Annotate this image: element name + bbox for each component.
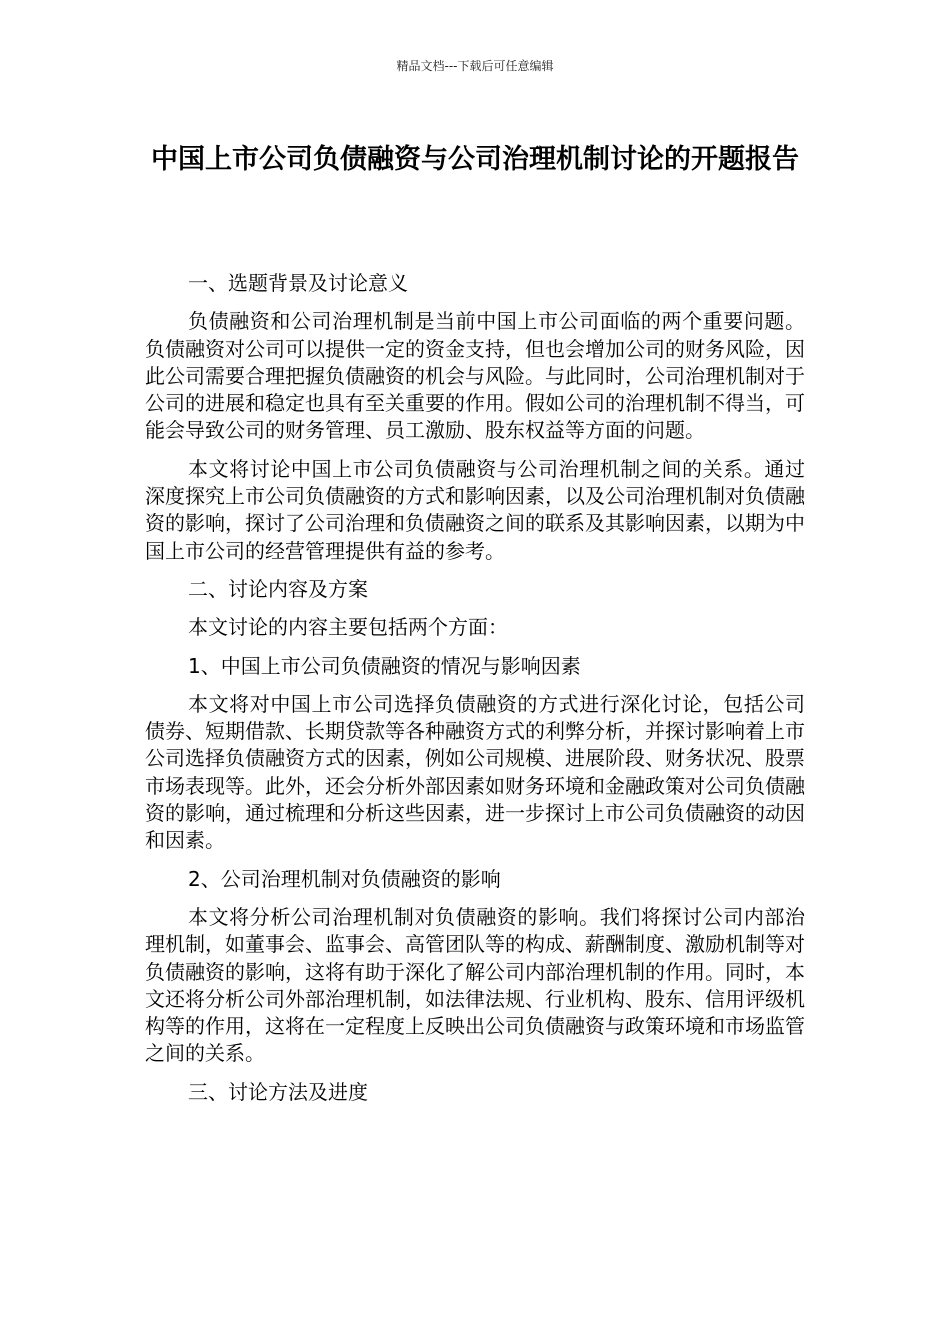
section-heading-content: 二、讨论内容及方案	[188, 576, 368, 601]
paragraph-debt-financing: 本文将对中国上市公司选择负债融资的方式进行深化讨论，包括公司债券、短期借款、长期贷款等各种融资方式的利弊分析，并探讨影响着上市公司选择负债融资方式的因素，例如公司规模、进展阶段、财务状况、股票市场表现等。此外，还会分析外部因素如财务环境和金融政策对公司负债融资的影响，通过梳理和分析这些因素，进一步探讨上市公司负债融资的动因和因素。	[145, 691, 805, 853]
document-body	[145, 270, 805, 1117]
paragraph-governance: 本文将分析公司治理机制对负债融资的影响。我们将探讨公司内部治理机制，如董事会、监事会、高管团队等的构成、薪酬制度、激励机制等对负债融资的影响，这将有助于深化了解公司内部治理机制的作用。同时，本文还将分析公司外部治理机制，如法律法规、行业机构、股东、信用评级机构等的作用，这将在一定程度上反映出公司负债融资与政策环境和市场监管之间的关系。	[145, 904, 805, 1066]
subheading-governance: 2、公司治理机制对负债融资的影响	[188, 866, 501, 891]
document-title: 中国上市公司负债融资与公司治理机制讨论的开题报告	[151, 144, 799, 175]
paragraph-content-intro: 本文讨论的内容主要包括两个方面：	[188, 615, 508, 640]
paragraph-background: 负债融资和公司治理机制是当前中国上市公司面临的两个重要问题。负债融资对公司可以提供一定的资金支持，但也会增加公司的财务风险，因此公司需要合理把握负债融资的机会与风险。与此同时，公司治理机制对于公司的进展和稳定也具有至关重要的作用。假如公司的治理机制不得当，可能会导致公司的财务管理、员工激励、股东权益等方面的问题。	[145, 309, 805, 443]
header-note: 精品文档---下载后可任意编辑	[396, 59, 554, 73]
paragraph-purpose: 本文将讨论中国上市公司负债融资与公司治理机制之间的关系。通过深度探究上市公司负债融资的方式和影响因素，以及公司治理机制对负债融资的影响，探讨了公司治理和负债融资之间的联系及其影响因素，以期为中国上市公司的经营管理提供有益的参考。	[145, 456, 805, 563]
subheading-debt-financing: 1、中国上市公司负债融资的情况与影响因素	[188, 653, 581, 678]
section-heading-background: 一、选题背景及讨论意义	[188, 271, 408, 295]
section-heading-method: 三、讨论方法及进度	[188, 1079, 368, 1104]
